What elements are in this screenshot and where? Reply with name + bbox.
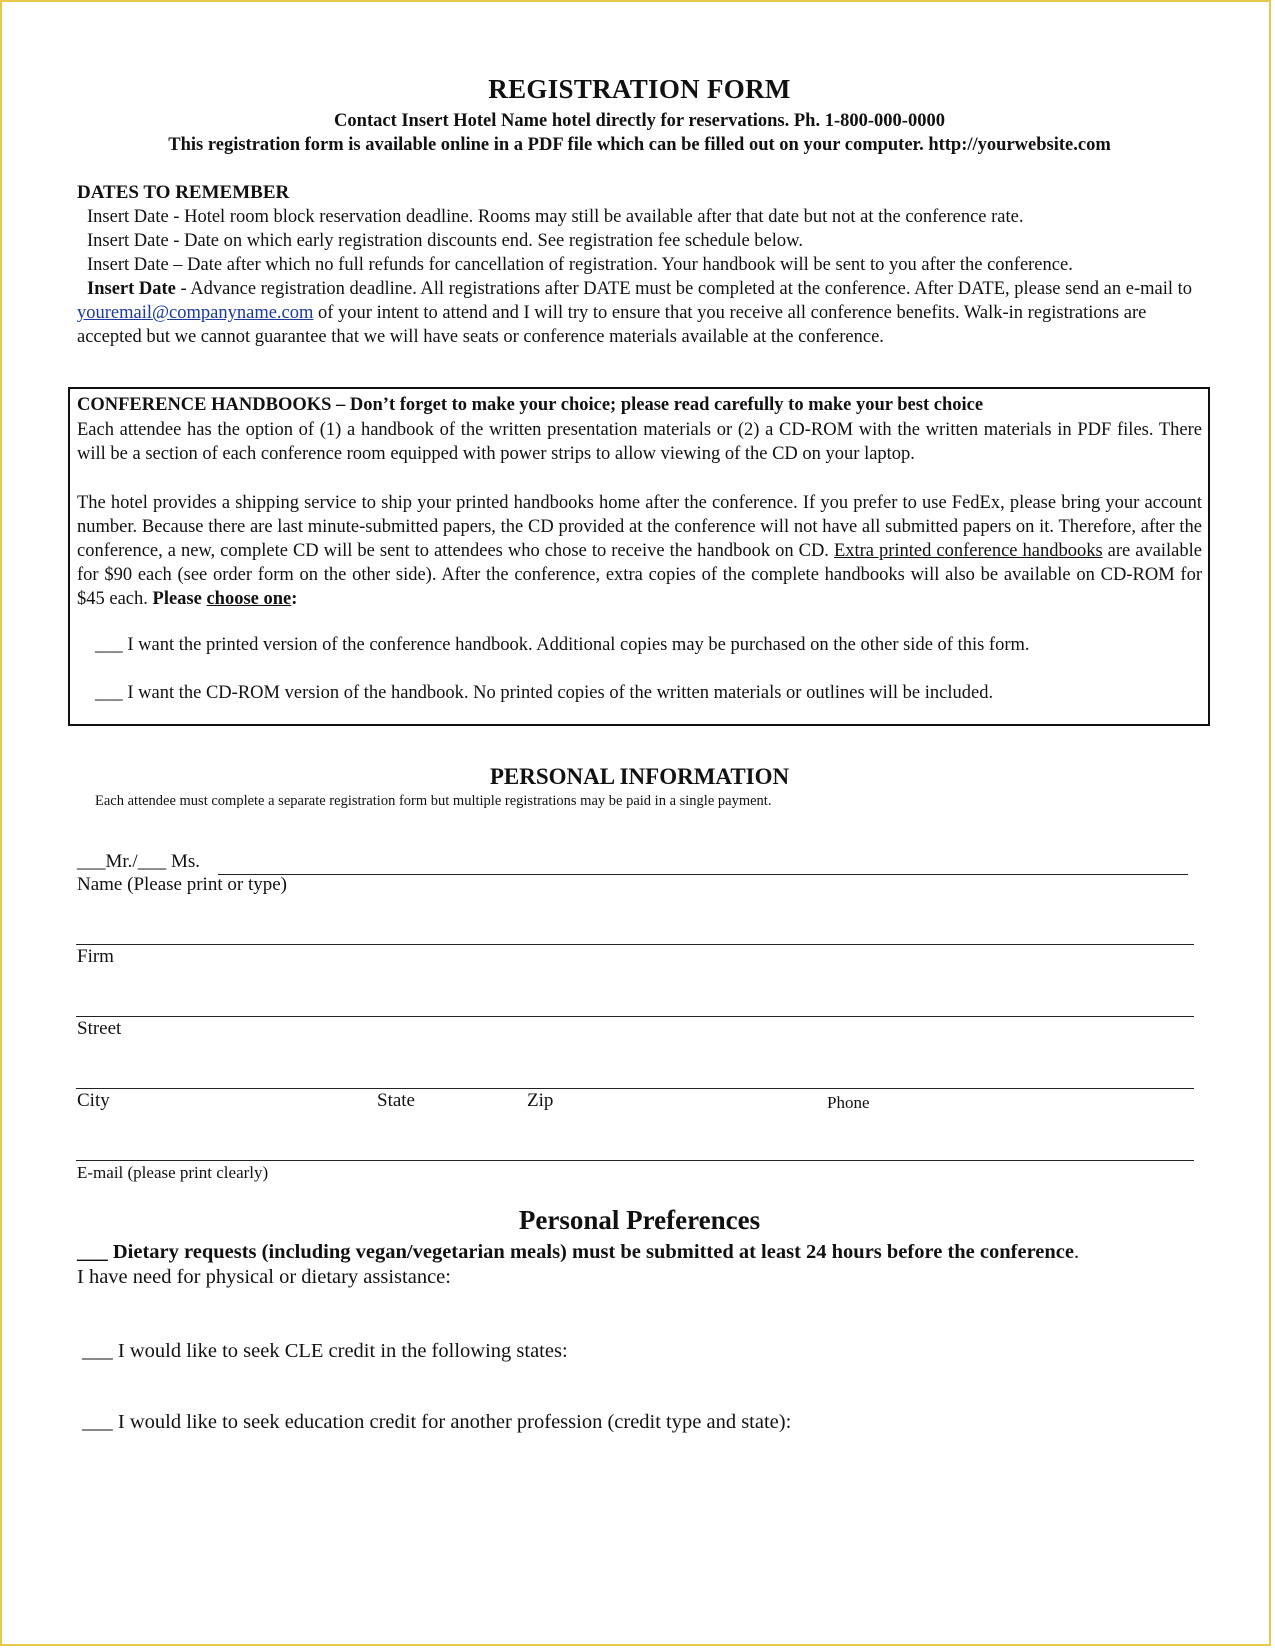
choose-one-colon: : (291, 589, 298, 609)
city-state-zip-phone-line[interactable] (76, 1088, 1194, 1089)
preferences-heading: Personal Preferences (518, 1205, 761, 1235)
email-line[interactable] (76, 1160, 1194, 1161)
choose-one-label: choose one (206, 589, 292, 609)
name-line[interactable] (218, 874, 1188, 875)
date-item-4-date: Insert Date (87, 279, 176, 299)
dietary-request-period: . (1074, 1241, 1080, 1263)
date-item-4 (77, 277, 1202, 349)
salutation-field[interactable]: ___Mr./___ Ms. (77, 851, 200, 872)
email-label: E-mail (please print clearly) (77, 1163, 269, 1182)
personal-info-heading: PERSONAL INFORMATION (489, 764, 790, 789)
dietary-request-option[interactable] (77, 1241, 1079, 1264)
date-item-3: Insert Date – Date after which no full refunds for cancellation of registration. Your handbook will be sent to you after the conference. (87, 255, 1073, 275)
education-credit-option[interactable]: ___ I would like to seek education credit for another profession (credit type and state): (82, 1411, 792, 1433)
cle-credit-option[interactable]: ___ I would like to seek CLE credit in the following states: (82, 1340, 568, 1362)
handbooks-para-2-text-b: are available for $90 each (see order form on the other side). After the conference, extra copies of the complete handbooks will also be available on CD-ROM for $45 each. (77, 541, 1202, 609)
date-item-4-text-a: - Advance registration deadline. All registrations after DATE must be completed at the conference. After DATE, please send an e-mail to (175, 279, 1193, 299)
handbooks-para-1: Each attendee has the option of (1) a handbook of the written presentation materials or (2) a CD-ROM with the written materials in PDF files. There will be a section of each conference room equipped with power strips to allow viewing of the CD on your laptop. (77, 420, 1202, 464)
street-label: Street (77, 1018, 122, 1039)
dates-heading: DATES TO REMEMBER (77, 182, 290, 203)
city-label: City (77, 1090, 110, 1111)
handbooks-para-2-text-a: The hotel provides a shipping service to ship your printed handbooks home after the conference. If you prefer to use FedEx, please bring your account number. Because there are last minute-submitted papers, the CD provided at the conference will not have all submitted papers on it. Therefore, after the conference, a new, complete CD will be sent to attendees who chose to receive the handbook on CD. (77, 493, 1202, 561)
date-item-2: Insert Date - Date on which early registration discounts end. See registration fee schedule below. (87, 231, 803, 251)
firm-label: Firm (77, 946, 114, 967)
name-label: Name (Please print or type) (77, 874, 287, 895)
please-label: Please (152, 589, 207, 609)
form-title: REGISTRATION FORM (488, 74, 791, 104)
zip-label: Zip (527, 1090, 554, 1111)
state-label: State (377, 1090, 415, 1111)
street-line[interactable] (76, 1016, 1194, 1017)
firm-line[interactable] (76, 944, 1194, 945)
contact-email-link[interactable]: youremail@companyname.com (77, 303, 314, 323)
date-item-1: Insert Date - Hotel room block reservation deadline. Rooms may still be available after that date but not at the conference rate. (87, 207, 1024, 227)
assistance-label: I have need for physical or dietary assistance: (77, 1266, 451, 1288)
handbook-option-printed[interactable]: ___ I want the printed version of the conference handbook. Additional copies may be purchased on the other side of this form. (95, 635, 1030, 655)
phone-label: Phone (827, 1093, 870, 1112)
handbooks-para-2 (77, 491, 1202, 611)
handbook-option-cdrom[interactable]: ___ I want the CD-ROM version of the handbook. No printed copies of the written materials or outlines will be included. (95, 683, 994, 703)
extra-handbooks-link[interactable]: Extra printed conference handbooks (833, 541, 1103, 561)
online-line: This registration form is available online in a PDF file which can be filled out on your computer. http://yourwebsite.com (168, 135, 1111, 155)
handbooks-heading: CONFERENCE HANDBOOKS – Don’t forget to make your choice; please read carefully to make your best choice (77, 395, 984, 415)
contact-line: Contact Insert Hotel Name hotel directly for reservations. Ph. 1-800-000-0000 (334, 111, 945, 131)
dietary-request-text: ___ Dietary requests (including vegan/vegetarian meals) must be submitted at least 24 hours before the conference (77, 1241, 1074, 1263)
personal-info-note: Each attendee must complete a separate registration form but multiple registrations may be paid in a single payment. (95, 793, 772, 809)
date-item-4-text-b: of your intent to attend and I will try to ensure that you receive all conference benefits. Walk-in registrations are accepted but we cannot guarantee that we will have seats or conference materials available at the conference. (77, 303, 1147, 347)
